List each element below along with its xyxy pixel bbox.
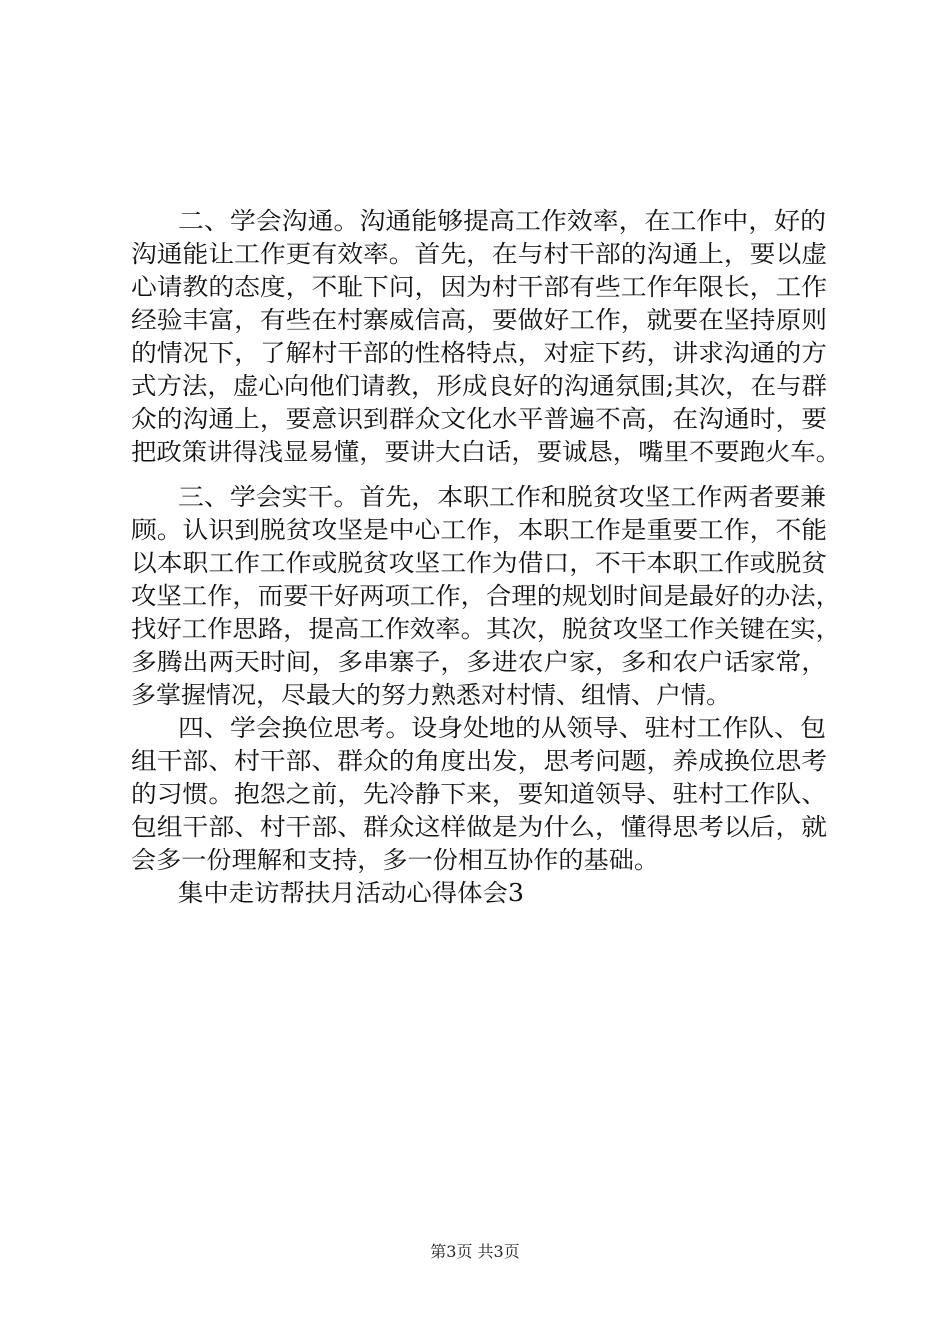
paragraph-2-line-1: 二、学会沟通。沟通能够提高工作效率，在工作中，好的 xyxy=(178,207,826,235)
paragraph-4-line-1: 四、学会换位思考。设身处地的从领导、驻村工作队、包 xyxy=(178,714,826,742)
paragraph-3-line-5: 找好工作思路，提高工作效率。其次，脱贫攻坚工作关键在实， xyxy=(131,615,841,643)
paragraph-3-line-2: 顾。认识到脱贫攻坚是中心工作，本职工作是重要工作，不能 xyxy=(131,516,827,544)
page-number-footer xyxy=(0,1242,950,1262)
paragraph-3-line-7: 多掌握情况，尽最大的努力熟悉对村情、组情、户情。 xyxy=(131,681,731,709)
paragraph-4-line-5: 会多一份理解和支持，多一份相互协作的基础。 xyxy=(131,846,659,874)
paragraph-4-line-3: 的习惯。抱怨之前，先冷静下来，要知道领导、驻村工作队、 xyxy=(131,780,827,808)
paragraph-3-line-4: 攻坚工作，而要干好两项工作，合理的规划时间是最好的办法， xyxy=(131,582,841,610)
paragraph-3-line-6: 多腾出两天时间，多串寨子，多进农户家，多和农户话家常， xyxy=(131,648,827,676)
paragraph-2-line-6: 式方法，虚心向他们请教，形成良好的沟通氛围;其次，在与群 xyxy=(131,372,827,400)
paragraph-2-line-3: 心请教的态度，不耻下问，因为村干部有些工作年限长，工作 xyxy=(131,273,827,301)
paragraph-2-line-7: 众的沟通上，要意识到群众文化水平普遍不高，在沟通时，要 xyxy=(131,405,827,433)
paragraph-2-line-4: 经验丰富，有些在村寨威信高，要做好工作，就要在坚持原则 xyxy=(131,306,827,334)
section-heading: 集中走访帮扶月活动心得体会3 xyxy=(178,879,524,907)
paragraph-4-line-4: 包组干部、村干部、群众这样做是为什么，懂得思考以后，就 xyxy=(131,813,827,841)
paragraph-3-line-3: 以本职工作工作或脱贫攻坚工作为借口，不干本职工作或脱贫 xyxy=(131,549,827,577)
paragraph-2-line-8: 把政策讲得浅显易懂，要讲大白话，要诚恳，嘴里不要跑火车。 xyxy=(131,438,841,466)
paragraph-3-line-1: 三、学会实干。首先，本职工作和脱贫攻坚工作两者要兼 xyxy=(178,483,826,511)
paragraph-2-line-5: 的情况下，了解村干部的性格特点，对症下药，讲求沟通的方 xyxy=(131,339,827,367)
page-number-label: 第3页 共3页 xyxy=(430,1242,520,1261)
paragraph-4-line-2: 组干部、村干部、群众的角度出发，思考问题，养成换位思考 xyxy=(131,747,827,775)
paragraph-2-line-2: 沟通能让工作更有效率。首先，在与村干部的沟通上，要以虚 xyxy=(131,240,827,268)
